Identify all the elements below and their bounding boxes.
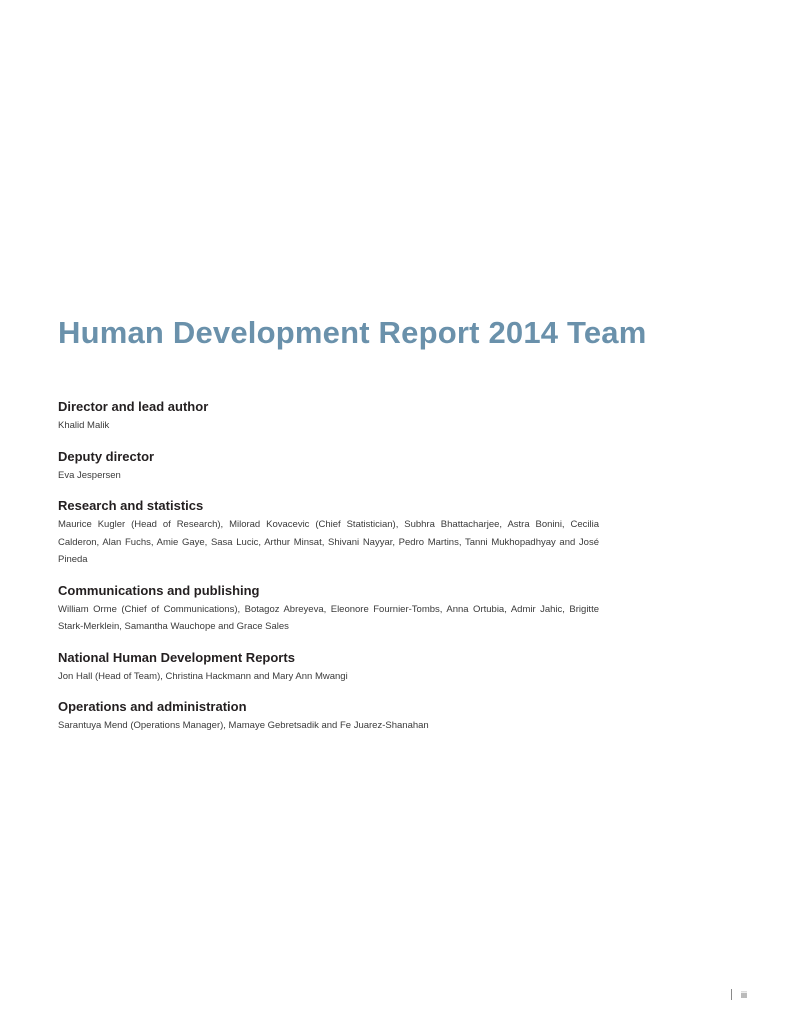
section-communications-publishing <box>58 582 599 636</box>
page-number: iii <box>741 989 747 1000</box>
section-members: Eva Jespersen <box>58 469 121 481</box>
section-deputy-director <box>58 448 599 485</box>
section-director <box>58 398 599 435</box>
page-footer <box>731 989 747 1000</box>
section-members: William Orme (Chief of Communications), Botagoz Abreyeva, Eleonore Fournier-Tombs, Anna Ortubia, Admir Jahic, Brigitte Stark-Merklein, Samantha Wauchope and Grace Sales <box>58 603 599 632</box>
section-research-statistics <box>58 497 599 569</box>
section-operations-administration <box>58 698 599 735</box>
section-heading: Deputy director <box>58 448 155 464</box>
team-sections <box>58 398 599 748</box>
section-members: Maurice Kugler (Head of Research), Milorad Kovacevic (Chief Statistician), Subhra Bhattacharjee, Astra Bonini, Cecilia Calderon, Alan Fuchs, Amie Gaye, Sasa Lucic, Arthur Minsat, Shivani Nayyar, Pedro Martins, Tanni Mukhopadhyay and José Pineda <box>58 519 599 565</box>
section-heading: Communications and publishing <box>58 582 260 598</box>
section-members: Jon Hall (Head of Team), Christina Hackmann and Mary Ann Mwangi <box>58 670 348 682</box>
page-title: Human Development Report 2014 Team <box>58 315 647 350</box>
section-heading: Director and lead author <box>58 399 209 414</box>
section-heading: National Human Development Reports <box>58 649 295 665</box>
section-heading: Research and statistics <box>58 498 204 513</box>
section-members: Khalid Malik <box>58 420 110 431</box>
section-heading: Operations and administration <box>58 699 247 714</box>
section-national-hdr <box>58 649 599 686</box>
section-members: Sarantuya Mend (Operations Manager), Mamaye Gebretsadik and Fe Juarez-Shanahan <box>58 720 429 731</box>
footer-divider <box>731 989 732 1000</box>
